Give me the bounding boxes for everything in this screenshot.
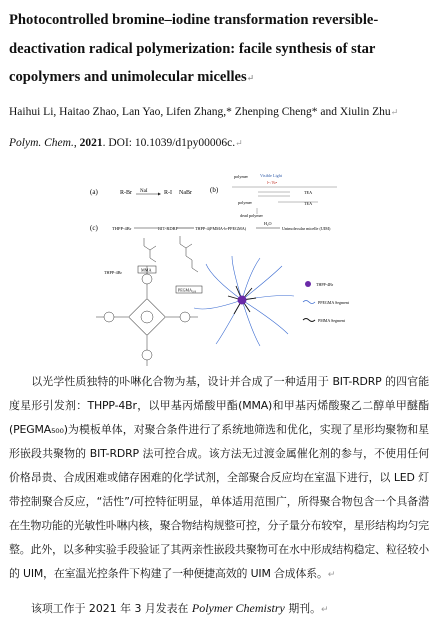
tea-label-2: TEA (304, 201, 313, 206)
paragraph-mark-icon: ↵ (327, 570, 336, 580)
legend-ppegma-label: PPEGMA Segment (318, 300, 350, 305)
arrowhead (158, 193, 161, 196)
legend-ppegma-icon (303, 301, 315, 304)
paragraph-mark-icon: ↵ (390, 107, 399, 117)
publication-year: 2021 (79, 137, 103, 149)
reagent-r-br: R-Br (120, 190, 132, 196)
reagent-r-i: R-I (164, 190, 172, 196)
mma-label: MMA (141, 267, 152, 273)
unimolecular-micelle-illustration (194, 256, 294, 346)
polymer-fragment-1: polymer (234, 174, 248, 179)
author-list: Haihui Li, Haitao Zhao, Lan Yao, Lifen Zhang,* Zhenping Cheng* and Xiulin Zhu↵ (9, 106, 399, 118)
mechanism-note: I• / Br• (267, 181, 278, 185)
legend-core-label: THPP-4Br (316, 282, 334, 287)
graphical-abstract-figure (82, 172, 362, 368)
core-structure-label: THPP-4Br (104, 270, 122, 275)
panel-a-label: (a) (90, 188, 98, 196)
reagent-nabr: NaBr (179, 190, 192, 196)
initiator-label: THPP-4Br (112, 226, 132, 231)
reagent-nai: NaI (140, 189, 148, 194)
paragraph-mark-icon: ↵ (235, 138, 243, 148)
doi-text: . DOI: 10.1039/d1py00006c. (102, 137, 236, 149)
bit-rdrp-label: BIT-RDRP (158, 226, 179, 231)
dead-polymer-label: dead polymer (240, 213, 263, 218)
panel-c-label: (c) (90, 224, 98, 232)
porphyrin-core-structure (96, 266, 198, 366)
pegma-label: PEGMA₅₀₀ (178, 287, 197, 293)
uim-label: Unimolecular micelle (UIM) (282, 226, 331, 231)
paragraph-mark-icon: ↵ (246, 73, 255, 83)
journal-full-name: Polymer Chemistry (191, 601, 285, 615)
visible-light-label: Visible Light (260, 173, 282, 178)
legend-pmma-label: PMMA Segment (318, 318, 346, 323)
figure-legend (303, 281, 350, 323)
polymer-fragment-2: polymer (238, 200, 252, 205)
journal-name: Polym. Chem. (9, 137, 74, 149)
star-polymer-label: THPP-4(PMMA-b-PPEGMA) (195, 226, 247, 231)
publication-note: 该项工作于 2021 年 3 月发表在 Polymer Chemistry 期刊。↵ (31, 601, 329, 615)
panel-b-label: (b) (210, 186, 219, 194)
legend-core-icon (305, 281, 311, 287)
abstract-paragraph: 以光学性质独特的卟啉化合物为基，设计并合成了一种适用于 BIT-RDRP 的四官能度星形引发剂：THPP-4Br，以甲基丙烯酸甲酯(MMA)和甲基丙烯酸聚乙二醇单甲醚酯(PEGMA₅₀₀)为模板单体，对聚合条件进行了系统地筛选和优化，实现了星形均聚物和星形嵌段共聚物的 BIT-RDRP 法可控合成。该方法无过渡金属催化剂的参与，不使用任何价格昂贵、合成困难或储存困难的化学试剂，全部聚合反应均在室温下进行，以 LED 灯带控制聚合反应，“活性”/可控特征明显，单体适用范围广，所得聚合物包含一个具备潜在生物功能的光敏性卟啉内核，聚合物结构规整可控，分子量分布较窄，星形结构均匀完整。此外，以多种实验手段验证了其两亲性嵌段共聚物可在水中形成结构稳定、粒径较小的 UIM，在室温光控条件下构建了一种便捷高效的 UIM 合成体系。↵ (9, 375, 429, 580)
article-title: Photocontrolled bromine–iodine transformation reversible-deactivation radical polymerization: facile synthesis of star copolymers and unimolecular micelles↵ (9, 12, 379, 85)
citation-line: Polym. Chem., 2021. DOI: 10.1039/d1py00006c.↵ (9, 137, 243, 149)
tea-label-1: TEA (304, 190, 313, 195)
legend-pmma-icon (303, 319, 315, 322)
paragraph-mark-icon: ↵ (321, 605, 329, 615)
water-label: H₂O (264, 221, 272, 226)
